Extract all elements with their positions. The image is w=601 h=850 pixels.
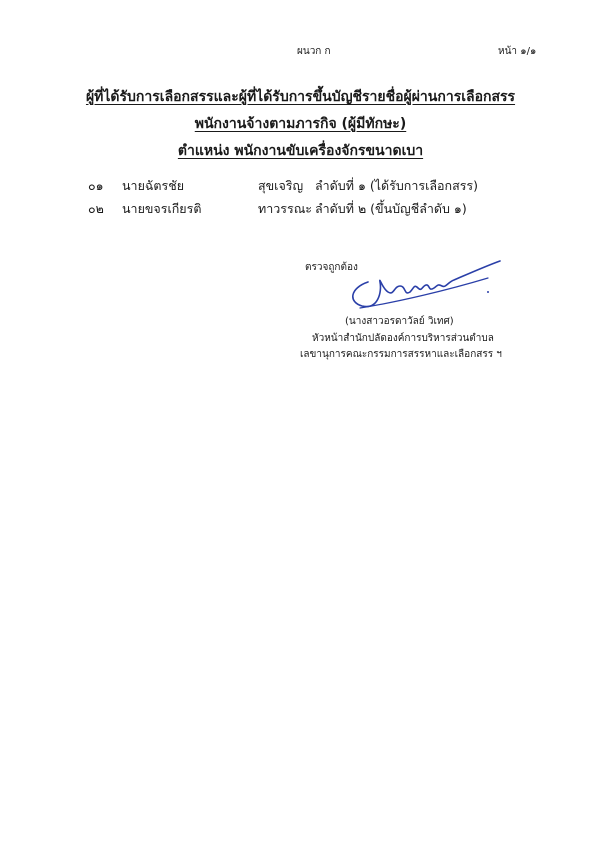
signature-underline bbox=[360, 278, 488, 308]
annex-label: ผนวก ก bbox=[297, 46, 331, 57]
page-number: หน้า ๑/๑ bbox=[498, 46, 537, 57]
handwritten-signature bbox=[338, 252, 508, 318]
candidate-number: ๐๑ bbox=[88, 178, 104, 193]
title-line-1: ผู้ที่ได้รับการเลือกสรรและผู้ที่ได้รับการขึ้นบัญชีรายชื่อผู้ผ่านการเลือกสรร bbox=[85, 89, 516, 105]
signature-stroke bbox=[353, 261, 500, 307]
candidate-rank: ลำดับที่ ๒ (ขึ้นบัญชีลำดับ ๑) bbox=[315, 201, 467, 216]
list-item bbox=[88, 174, 528, 197]
candidate-first-name: นายขจรเกียรติ bbox=[122, 201, 202, 216]
candidate-first-name: นายฉัตรชัย bbox=[122, 178, 185, 193]
document-title-block bbox=[40, 84, 561, 165]
signatory-block bbox=[300, 314, 530, 364]
candidate-number: ๐๒ bbox=[88, 201, 104, 216]
candidate-last-name: ทาวรรณะ bbox=[258, 201, 313, 216]
signatory-position-1: หัวหน้าสำนักปลัดองค์การบริหารส่วนตำบล bbox=[312, 332, 494, 344]
candidate-rank: ลำดับที่ ๑ (ได้รับการเลือกสรร) bbox=[315, 178, 479, 193]
title-line-2: พนักงานจ้างตามภารกิจ (ผู้มีทักษะ) bbox=[194, 116, 407, 132]
candidate-last-name: สุขเจริญ bbox=[258, 178, 304, 193]
candidate-list bbox=[88, 174, 528, 220]
list-item bbox=[88, 197, 528, 220]
signature-dot bbox=[487, 291, 489, 293]
signatory-name: (นางสาวอรดาวัลย์ วิเทศ) bbox=[345, 316, 454, 327]
signatory-position-2: เลขานุการคณะกรรมการสรรหาและเลือกสรร ฯ bbox=[300, 349, 502, 360]
title-line-3: ตำแหน่ง พนักงานขับเครื่องจักรขนาดเบา bbox=[177, 143, 424, 159]
certification-label: ตรวจถูกต้อง bbox=[305, 262, 358, 273]
